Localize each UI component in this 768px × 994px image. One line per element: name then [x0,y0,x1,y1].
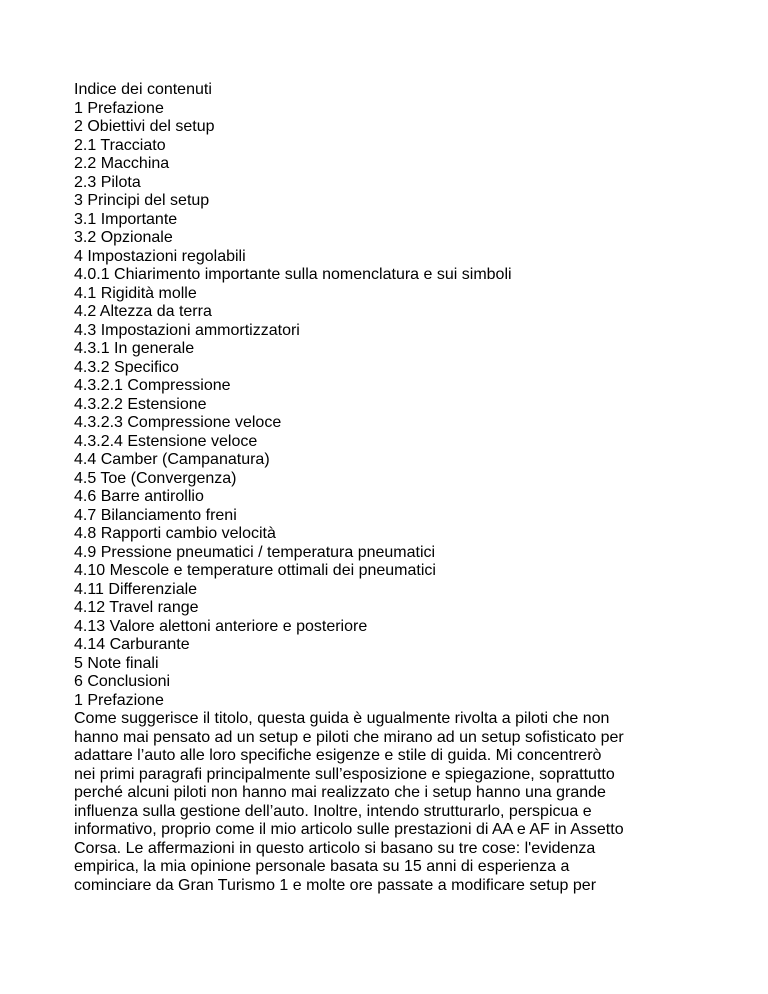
body-line: adattare l’auto alle loro specifiche esigenze e stile di guida. Mi concentrerò [74,747,602,764]
body-line: empirica, la mia opinione personale basata su 15 anni di esperienza a [74,858,570,875]
toc-entry: 4.2 Altezza da terra [74,303,212,320]
body-line: hanno mai pensato ad un setup e piloti che mirano ad un setup sofisticato per [74,728,624,746]
toc-entry: 2.2 Macchina [74,155,170,172]
section-heading: 1 Prefazione [74,691,164,709]
toc-entry: 2.1 Tracciato [74,136,166,154]
toc-entry: 4.3.2.3 Compressione veloce [74,414,282,431]
body-line: perché alcuni piloti non hanno mai realizzato che i setup hanno una grande [74,784,606,801]
toc-entry: 4.3.2.1 Compressione [74,377,231,394]
toc-entry: 4.3.1 In generale [74,340,195,357]
toc-entry: 4.1 Rigidità molle [74,284,197,302]
toc-entry: 4.3.2.4 Estensione veloce [74,432,258,450]
toc-entry: 3 Principi del setup [74,192,210,209]
toc-entry: 1 Prefazione [74,99,164,117]
toc-entry: 4.0.1 Chiarimento importante sulla nomenclatura e sui simboli [74,266,512,283]
body-line: nei primi paragrafi principalmente sull’esposizione e spiegazione, soprattutto [74,765,615,783]
toc-entry: 5 Note finali [74,654,159,672]
toc-entry: 3.1 Importante [74,210,178,228]
toc-entry: 2 Obiettivi del setup [74,118,215,135]
toc-list [74,100,714,692]
toc-entry: 4.14 Carburante [74,636,190,653]
toc-entry: 4.6 Barre antirollio [74,488,204,505]
toc-entry: 6 Conclusioni [74,673,171,690]
body-line: cominciare da Gran Turismo 1 e molte ore passate a modificare setup per [74,876,597,894]
toc-entry: 4.8 Rapporti cambio velocità [74,525,276,542]
document-page [74,81,714,895]
toc-entry: 4.5 Toe (Convergenza) [74,469,237,487]
toc-entry: 4.4 Camber (Campanatura) [74,451,270,468]
toc-title: Indice dei contenuti [74,81,212,98]
body-line: Corsa. Le affermazioni in questo articolo si basano su tre cose: l'evidenza [74,839,596,857]
body-line: influenza sulla gestione dell’auto. Inoltre, intendo strutturarlo, perspicua e [74,802,592,820]
toc-entry: 4.3.2 Specifico [74,358,179,376]
section-body [74,710,714,895]
toc-entry: 4 Impostazioni regolabili [74,247,246,265]
toc-entry: 4.12 Travel range [74,599,199,616]
toc-entry: 4.13 Valore alettoni anteriore e posteriore [74,617,368,635]
body-line: Come suggerisce il titolo, questa guida è ugualmente rivolta a piloti che non [74,710,610,727]
toc-entry: 2.3 Pilota [74,173,141,191]
toc-entry: 4.3 Impostazioni ammortizzatori [74,321,300,339]
body-line: informativo, proprio come il mio articolo sulle prestazioni di AA e AF in Assetto [74,821,624,838]
toc-entry: 4.10 Mescole e temperature ottimali dei pneumatici [74,562,436,579]
toc-entry: 4.9 Pressione pneumatici / temperatura pneumatici [74,543,436,561]
toc-entry: 3.2 Opzionale [74,229,173,246]
toc-entry: 4.11 Differenziale [74,580,198,598]
toc-entry: 4.3.2.2 Estensione [74,395,207,413]
toc-entry: 4.7 Bilanciamento freni [74,506,237,524]
